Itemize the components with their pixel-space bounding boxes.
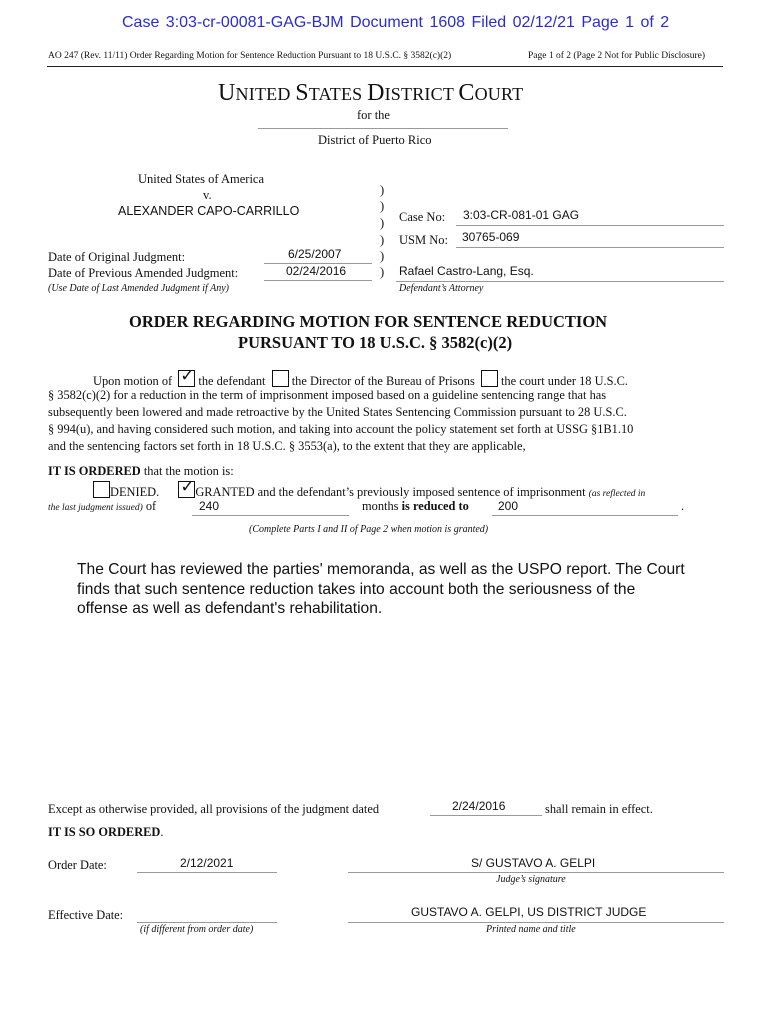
effective-date-label: Effective Date: xyxy=(48,908,124,922)
attorney-label: Defendant’s Attorney xyxy=(399,283,484,294)
for-the-label: for the xyxy=(357,108,390,122)
as-reflected-note: (as reflected in xyxy=(588,489,646,499)
court-option-label: the court under 18 U.S.C. xyxy=(500,374,628,388)
attorney-name: Rafael Castro-Lang, Esq. xyxy=(399,264,534,278)
order-date-value: 2/12/2021 xyxy=(180,856,234,870)
header-rule xyxy=(47,66,723,67)
it-is-ordered-rest: that the motion is: xyxy=(140,464,234,478)
plaintiff-name: United States of America xyxy=(138,172,265,186)
so-ordered-bold: IT IS SO ORDERED xyxy=(48,825,161,839)
order-date-rule xyxy=(137,872,277,873)
case-no-rule xyxy=(456,225,724,226)
amended-judgment-label: Date of Previous Amended Judgment: xyxy=(48,266,239,280)
order-title-line1: ORDER REGARDING MOTION FOR SENTENCE REDUCTION xyxy=(129,312,608,331)
judge-signature-label: Judge’s signature xyxy=(496,874,566,885)
original-judgment-date: 6/25/2007 xyxy=(288,247,342,261)
district-name: District of Puerto Rico xyxy=(318,133,432,147)
motion-line3: subsequently been lowered and made retroactive by the United States Sentencing Commission pursuant to 28 U.S.C. xyxy=(48,405,627,419)
printed-name-value: GUSTAVO A. GELPI, US DISTRICT JUDGE xyxy=(411,905,647,919)
it-is-ordered xyxy=(48,464,234,479)
motion-line5: and the sentencing factors set forth in 18 U.S.C. § 3553(a), to the extent that they are applicable, xyxy=(48,439,526,453)
so-ordered-period: . xyxy=(160,825,164,839)
original-judgment-label: Date of Original Judgment: xyxy=(48,250,186,264)
it-is-ordered-bold: IT IS ORDERED xyxy=(48,464,141,478)
ruling-months-line xyxy=(48,499,156,514)
check-mark-icon: ✓ xyxy=(180,477,195,497)
except-text: Except as otherwise provided, all provisions of the judgment dated xyxy=(48,802,380,816)
caption-paren: ) xyxy=(380,183,385,197)
defendant-checkbox[interactable] xyxy=(178,366,195,387)
new-months-rule xyxy=(492,515,678,516)
caption-paren: ) xyxy=(380,249,385,263)
effective-date-note: (if different from order date) xyxy=(140,924,254,935)
defendant-option-label: the defendant xyxy=(198,374,266,388)
printed-name-label: Printed name and title xyxy=(486,924,576,935)
months-label: months xyxy=(362,499,399,513)
reduced-to-label: is reduced to xyxy=(398,499,469,513)
caption-paren: ) xyxy=(380,233,385,247)
upon-motion-label: Upon motion of xyxy=(93,374,173,388)
denied-label: DENIED. xyxy=(110,485,160,499)
judge-signature-value: S/ GUSTAVO A. GELPI xyxy=(471,856,596,870)
amended-judgment-date: 02/24/2016 xyxy=(286,264,347,278)
check-mark-icon: ✓ xyxy=(180,366,195,386)
versus-label: v. xyxy=(203,188,212,202)
order-title-line2: PURSUANT TO 18 U.S.C. § 3582(c)(2) xyxy=(238,333,513,352)
director-option-label: the Director of the Bureau of Prisons xyxy=(291,374,475,388)
amended-judgment-rule xyxy=(264,280,372,281)
effective-date-rule xyxy=(137,922,277,923)
case-no-label: Case No: xyxy=(399,210,446,224)
denied-checkbox[interactable] xyxy=(93,481,110,498)
ruling-period: . xyxy=(681,499,685,513)
so-ordered xyxy=(48,825,163,840)
new-months-value: 200 xyxy=(498,499,519,513)
ruling-options xyxy=(93,477,646,500)
usm-no-rule xyxy=(456,247,724,248)
judgment-date-rule xyxy=(430,815,542,816)
previous-months-value: 240 xyxy=(199,499,220,513)
form-header-right: Page 1 of 2 (Page 2 Not for Public Disclosure) xyxy=(528,51,706,61)
attorney-rule xyxy=(396,281,724,282)
of-label: of xyxy=(142,499,157,513)
case-no-value: 3:03-CR-081-01 GAG xyxy=(463,208,580,222)
amended-judgment-note: (Use Date of Last Amended Judgment if Any) xyxy=(48,283,229,294)
printed-name-rule xyxy=(348,922,724,923)
remain-text: shall remain in effect. xyxy=(545,802,653,816)
previous-months-rule xyxy=(192,515,349,516)
motion-line4: § 994(u), and having considered such motion, and taking into account the policy statement set forth at USSG §1B1.10 xyxy=(48,422,634,436)
motion-line2: § 3582(c)(2) for a reduction in the term of imprisonment imposed based on a guideline sentencing range that has xyxy=(48,388,607,402)
months-reduced-label xyxy=(362,499,469,514)
court-checkbox[interactable] xyxy=(481,370,498,387)
judgment-date-value: 2/24/2016 xyxy=(452,799,506,813)
filing-stamp: Case 3:03-cr-00081-GAG-BJM Document 1608 Filed 02/12/21 Page 1 of 2 xyxy=(122,14,670,31)
last-judgment-note: the last judgment issued) xyxy=(48,503,143,513)
caption-paren: ) xyxy=(380,265,385,279)
order-date-label: Order Date: xyxy=(48,858,107,872)
defendant-name: ALEXANDER CAPO-CARRILLO xyxy=(118,204,300,218)
motion-line1 xyxy=(93,366,628,389)
caption-paren: ) xyxy=(380,216,385,230)
court-title: UNITED STATES DISTRICT COURT xyxy=(218,80,524,106)
director-checkbox[interactable] xyxy=(272,370,289,387)
granted-label: GRANTED and the defendant’s previously imposed sentence of imprisonment xyxy=(195,485,586,499)
narrative-text: The Court has reviewed the parties' memoranda, as well as the USPO report. The Court finds that such sentence reduction takes into account both the seriousness of the offense as well as defendant's rehabilitation. xyxy=(77,561,685,617)
caption-paren: ) xyxy=(380,199,385,213)
usm-no-label: USM No: xyxy=(399,233,448,247)
form-header-left: AO 247 (Rev. 11/11) Order Regarding Motion for Sentence Reduction Pursuant to 18 U.S.C. § 3582(c)(2) xyxy=(48,51,452,61)
usm-no-value: 30765-069 xyxy=(462,230,520,244)
granted-checkbox[interactable] xyxy=(178,477,195,498)
district-rule xyxy=(258,128,508,129)
judge-signature-rule xyxy=(348,872,724,873)
complete-parts-note: (Complete Parts I and II of Page 2 when motion is granted) xyxy=(249,524,489,535)
